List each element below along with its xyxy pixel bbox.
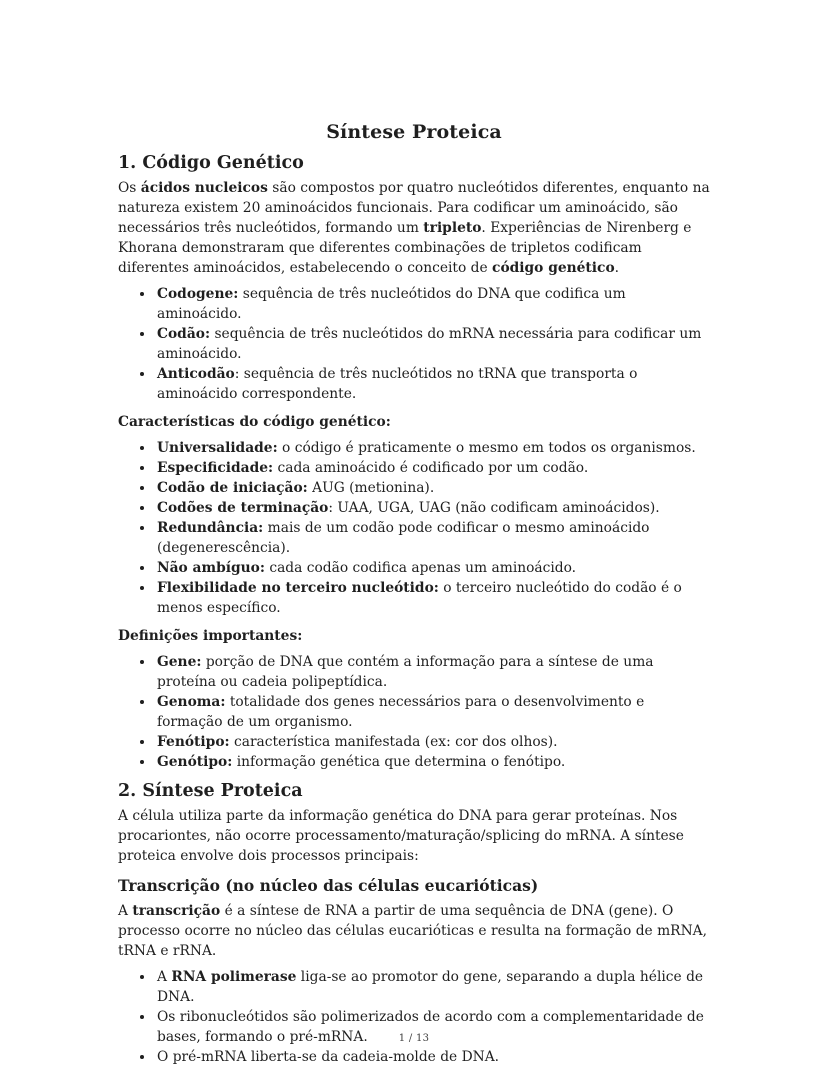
list-item: • Anticodão: sequência de três nucleótidos no tRNA que transporta o aminoácido correspondente. (155, 364, 710, 404)
subheading-definicoes: Definições importantes: (118, 628, 303, 644)
paragraph-transcricao: A transcrição é a síntese de RNA a partir de uma sequência de DNA (gene). O processo ocorre no núcleo das células eucarióticas e resulta na formação de mRNA, tRNA e rRNA. (118, 903, 707, 959)
list-item: • Codão: sequência de três nucleótidos do mRNA necessária para codificar um aminoácido. (155, 324, 710, 364)
document-page (118, 120, 710, 1075)
paragraph-intro: Os ácidos nucleicos são compostos por quatro nucleótidos diferentes, enquanto na natureza existem 20 aminoácidos funcionais. Para codificar um aminoácido, são necessários três nucleótidos, formando um tripleto. Experiências de Nirenberg e Khorana demonstraram que diferentes combinações de tripletos codificam diferentes aminoácidos, estabelecendo o conceito de código genético. (118, 180, 710, 276)
subsection-heading-transcricao: Transcrição (no núcleo das células eucarióticas) (118, 876, 539, 895)
list-item: • Fenótipo: característica manifestada (ex: cor dos olhos). (155, 732, 710, 752)
list-caracteristicas (118, 438, 710, 618)
list-item: • Genótipo: informação genética que determina o fenótipo. (155, 752, 710, 772)
list-item: • Codogene: sequência de três nucleótidos do DNA que codifica um aminoácido. (155, 284, 710, 324)
list-item: • Os ribonucleótidos são polimerizados de acordo com a complementaridade de bases, formando o pré-mRNA. (155, 1007, 710, 1047)
list-item: • Gene: porção de DNA que contém a informação para a síntese de uma proteína ou cadeia polipeptídica. (155, 652, 710, 692)
list-transcricao-steps (118, 967, 710, 1067)
list-item: • O pré-mRNA liberta-se da cadeia-molde de DNA. (155, 1047, 710, 1067)
list-item: • Especificidade: cada aminoácido é codificado por um codão. (155, 458, 710, 478)
list-item: • Universalidade: o código é praticamente o mesmo em todos os organismos. (155, 438, 710, 458)
list-item: • Redundância: mais de um codão pode codificar o mesmo aminoácido (degenerescência). (155, 518, 710, 558)
subheading-caracteristicas: Características do código genético: (118, 414, 391, 430)
list-item: • Codões de terminação: UAA, UGA, UAG (não codificam aminoácidos). (155, 498, 710, 518)
list-item: • Codão de iniciação: AUG (metionina). (155, 478, 710, 498)
list-item: • A RNA polimerase liga-se ao promotor do gene, separando a dupla hélice de DNA. (155, 967, 710, 1007)
list-definicoes (118, 652, 710, 772)
page-number: 1 / 13 (398, 1033, 430, 1044)
list-codon-definitions (118, 284, 710, 404)
list-item: • Flexibilidade no terceiro nucleótido: o terceiro nucleótido do codão é o menos específico. (155, 578, 710, 618)
list-item: • Não ambíguo: cada codão codifica apenas um aminoácido. (155, 558, 710, 578)
document-title: Síntese Proteica (326, 121, 502, 143)
section-heading-codigo-genetico: 1. Código Genético (118, 153, 304, 173)
section-heading-sintese-proteica: 2. Síntese Proteica (118, 781, 303, 801)
paragraph-sintese-proteica: A célula utiliza parte da informação genética do DNA para gerar proteínas. Nos procariontes, não ocorre processamento/maturação/splicing do mRNA. A síntese proteica envolve dois processos principais: (118, 808, 684, 864)
list-item: • Genoma: totalidade dos genes necessários para o desenvolvimento e formação de um organismo. (155, 692, 710, 732)
